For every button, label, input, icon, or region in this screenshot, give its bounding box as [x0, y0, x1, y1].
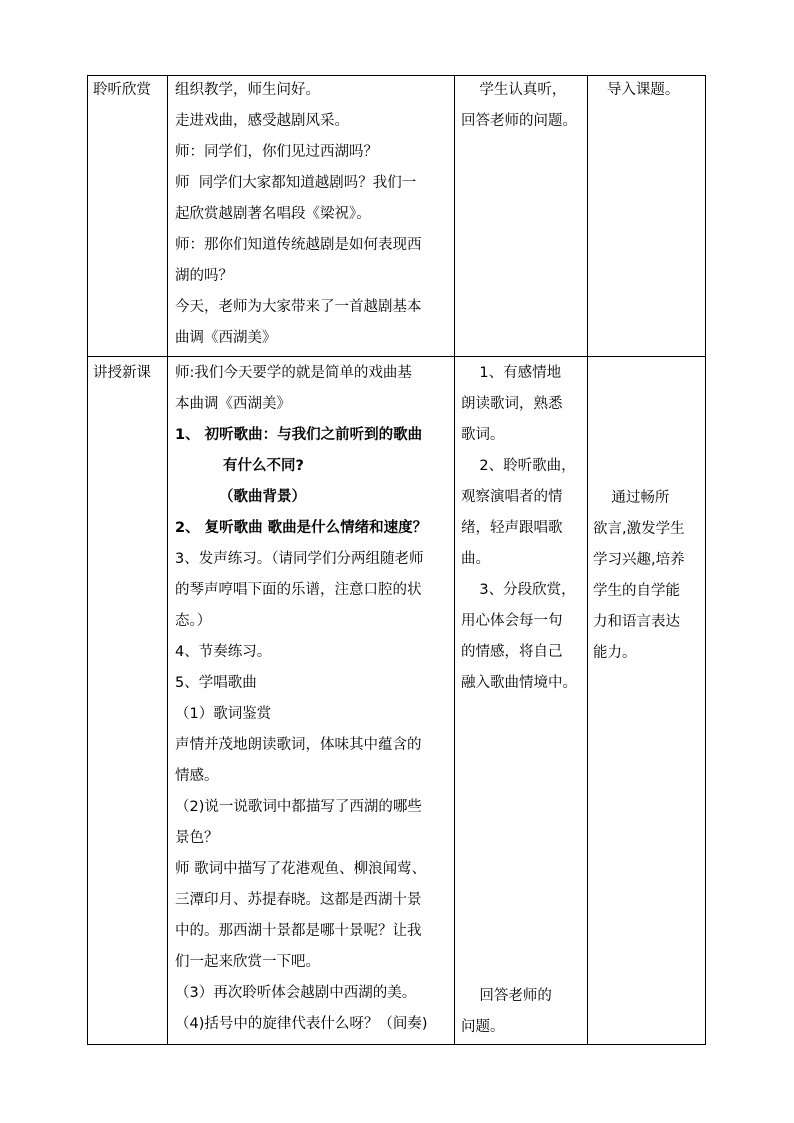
content-line: 师 同学们大家都知道越剧吗？我们一: [175, 175, 417, 191]
row-divider: [87, 356, 706, 357]
student-line: 学生认真听，: [461, 82, 567, 98]
purpose-cell: [593, 75, 705, 106]
content-line: （3）再次聆听体会越剧中西湖的美。: [175, 985, 417, 1001]
content-line: （1）歌词鉴赏: [175, 706, 272, 722]
content-line: 们一起来欣赏一下吧。: [175, 954, 320, 970]
student-line: 2、聆听歌曲，: [461, 458, 576, 474]
row-label: 讲授新课: [93, 365, 151, 381]
content-line: 师:我们今天要学的就是简单的戏曲基: [175, 365, 412, 381]
content-line: 情感。: [175, 768, 219, 784]
content-line: 3、发声练习。（请同学们分两组随老师: [175, 551, 424, 567]
content-line: 声情并茂地朗读歌词，体味其中蕴含的: [175, 737, 422, 753]
student-line: 绪，轻声跟唱歌: [461, 520, 563, 536]
content-line: 师 歌词中描写了花港观鱼、柳浪闻莺、: [175, 861, 427, 877]
student-line: 朗读歌词，熟悉: [461, 396, 563, 412]
content-line: 4、节奏练习。: [175, 644, 272, 660]
content-line: 组织教学，师生问好。: [175, 82, 320, 98]
student-activity-cell: [461, 75, 587, 137]
content-line: 的琴声哼唱下面的乐谱，注意口腔的状: [175, 582, 422, 598]
teaching-content-cell: [175, 358, 455, 1040]
student-line: 用心体会每一句: [461, 613, 563, 629]
content-line: 有什么不同?: [223, 458, 304, 474]
content-line: 师：那你们知道传统越剧是如何表现西: [175, 237, 422, 253]
content-line: 态。）: [175, 613, 212, 629]
content-line: 今天，老师为大家带来了一首越剧基本: [175, 299, 422, 315]
column-divider: [587, 75, 588, 1045]
purpose-line: 导入课题。: [593, 82, 680, 98]
content-line: （歌曲背景）: [219, 489, 306, 505]
purpose-line: 欲言,激发学生: [593, 521, 685, 537]
content-line: 三潭印月、苏提春晓。这都是西湖十景: [175, 892, 422, 908]
column-divider: [167, 75, 168, 1045]
student-line: 的情感，将自己: [461, 644, 563, 660]
content-line: 景色？: [175, 830, 219, 846]
student-line: 歌词。: [461, 427, 505, 443]
purpose-line: 能力。: [593, 645, 637, 661]
content-line: 起欣赏越剧著名唱段《梁祝》。: [175, 206, 371, 222]
content-line: 中的。那西湖十景都是哪十景呢？让我: [175, 923, 422, 939]
row-label: 聆听欣赏: [93, 82, 151, 98]
content-line: 师：同学们，你们见过西湖吗？: [175, 144, 378, 160]
table-border-left: [87, 75, 88, 1045]
content-line: （2)说一说歌词中都描写了西湖的哪些: [175, 799, 422, 815]
purpose-line: 学习兴趣,培养: [593, 552, 685, 568]
content-line: 曲调《西湖美》: [175, 330, 277, 346]
content-line: 本曲调《西湖美》: [175, 396, 291, 412]
student-line: 1、有感情地: [461, 365, 562, 381]
student-line: 融入歌曲情境中。: [461, 675, 577, 691]
student-line: 3、分段欣赏，: [461, 582, 576, 598]
purpose-cell: [593, 483, 705, 669]
student-line: 观察演唱者的情: [461, 489, 563, 505]
content-line: 5、学唱歌曲: [175, 675, 257, 691]
purpose-line: 通过畅所: [593, 490, 670, 506]
content-line: 走进戏曲，感受越剧风采。: [175, 113, 349, 129]
student-activity-cell: [461, 358, 587, 699]
purpose-line: 学生的自学能: [593, 583, 680, 599]
content-line: （4)括号中的旋律代表什么呀？（间奏): [175, 1016, 428, 1032]
table-border-bottom: [87, 1044, 706, 1045]
teaching-content-cell: [175, 75, 455, 354]
student-line: 回答老师的: [461, 988, 552, 1004]
table-border-right: [705, 75, 706, 1045]
student-line: 曲。: [461, 551, 490, 567]
lesson-plan-table: [87, 75, 706, 1045]
content-line: 2、 复听歌曲 歌曲是什么情绪和速度？: [175, 520, 428, 536]
purpose-line: 力和语言表达: [593, 614, 680, 630]
content-line: 湖的吗？: [175, 268, 233, 284]
student-activity-end: [461, 981, 587, 1043]
student-line: 回答老师的问题。: [461, 113, 577, 129]
student-line: 问题。: [461, 1019, 505, 1035]
content-line: 1、 初听歌曲：与我们之前听到的歌曲: [175, 427, 423, 443]
